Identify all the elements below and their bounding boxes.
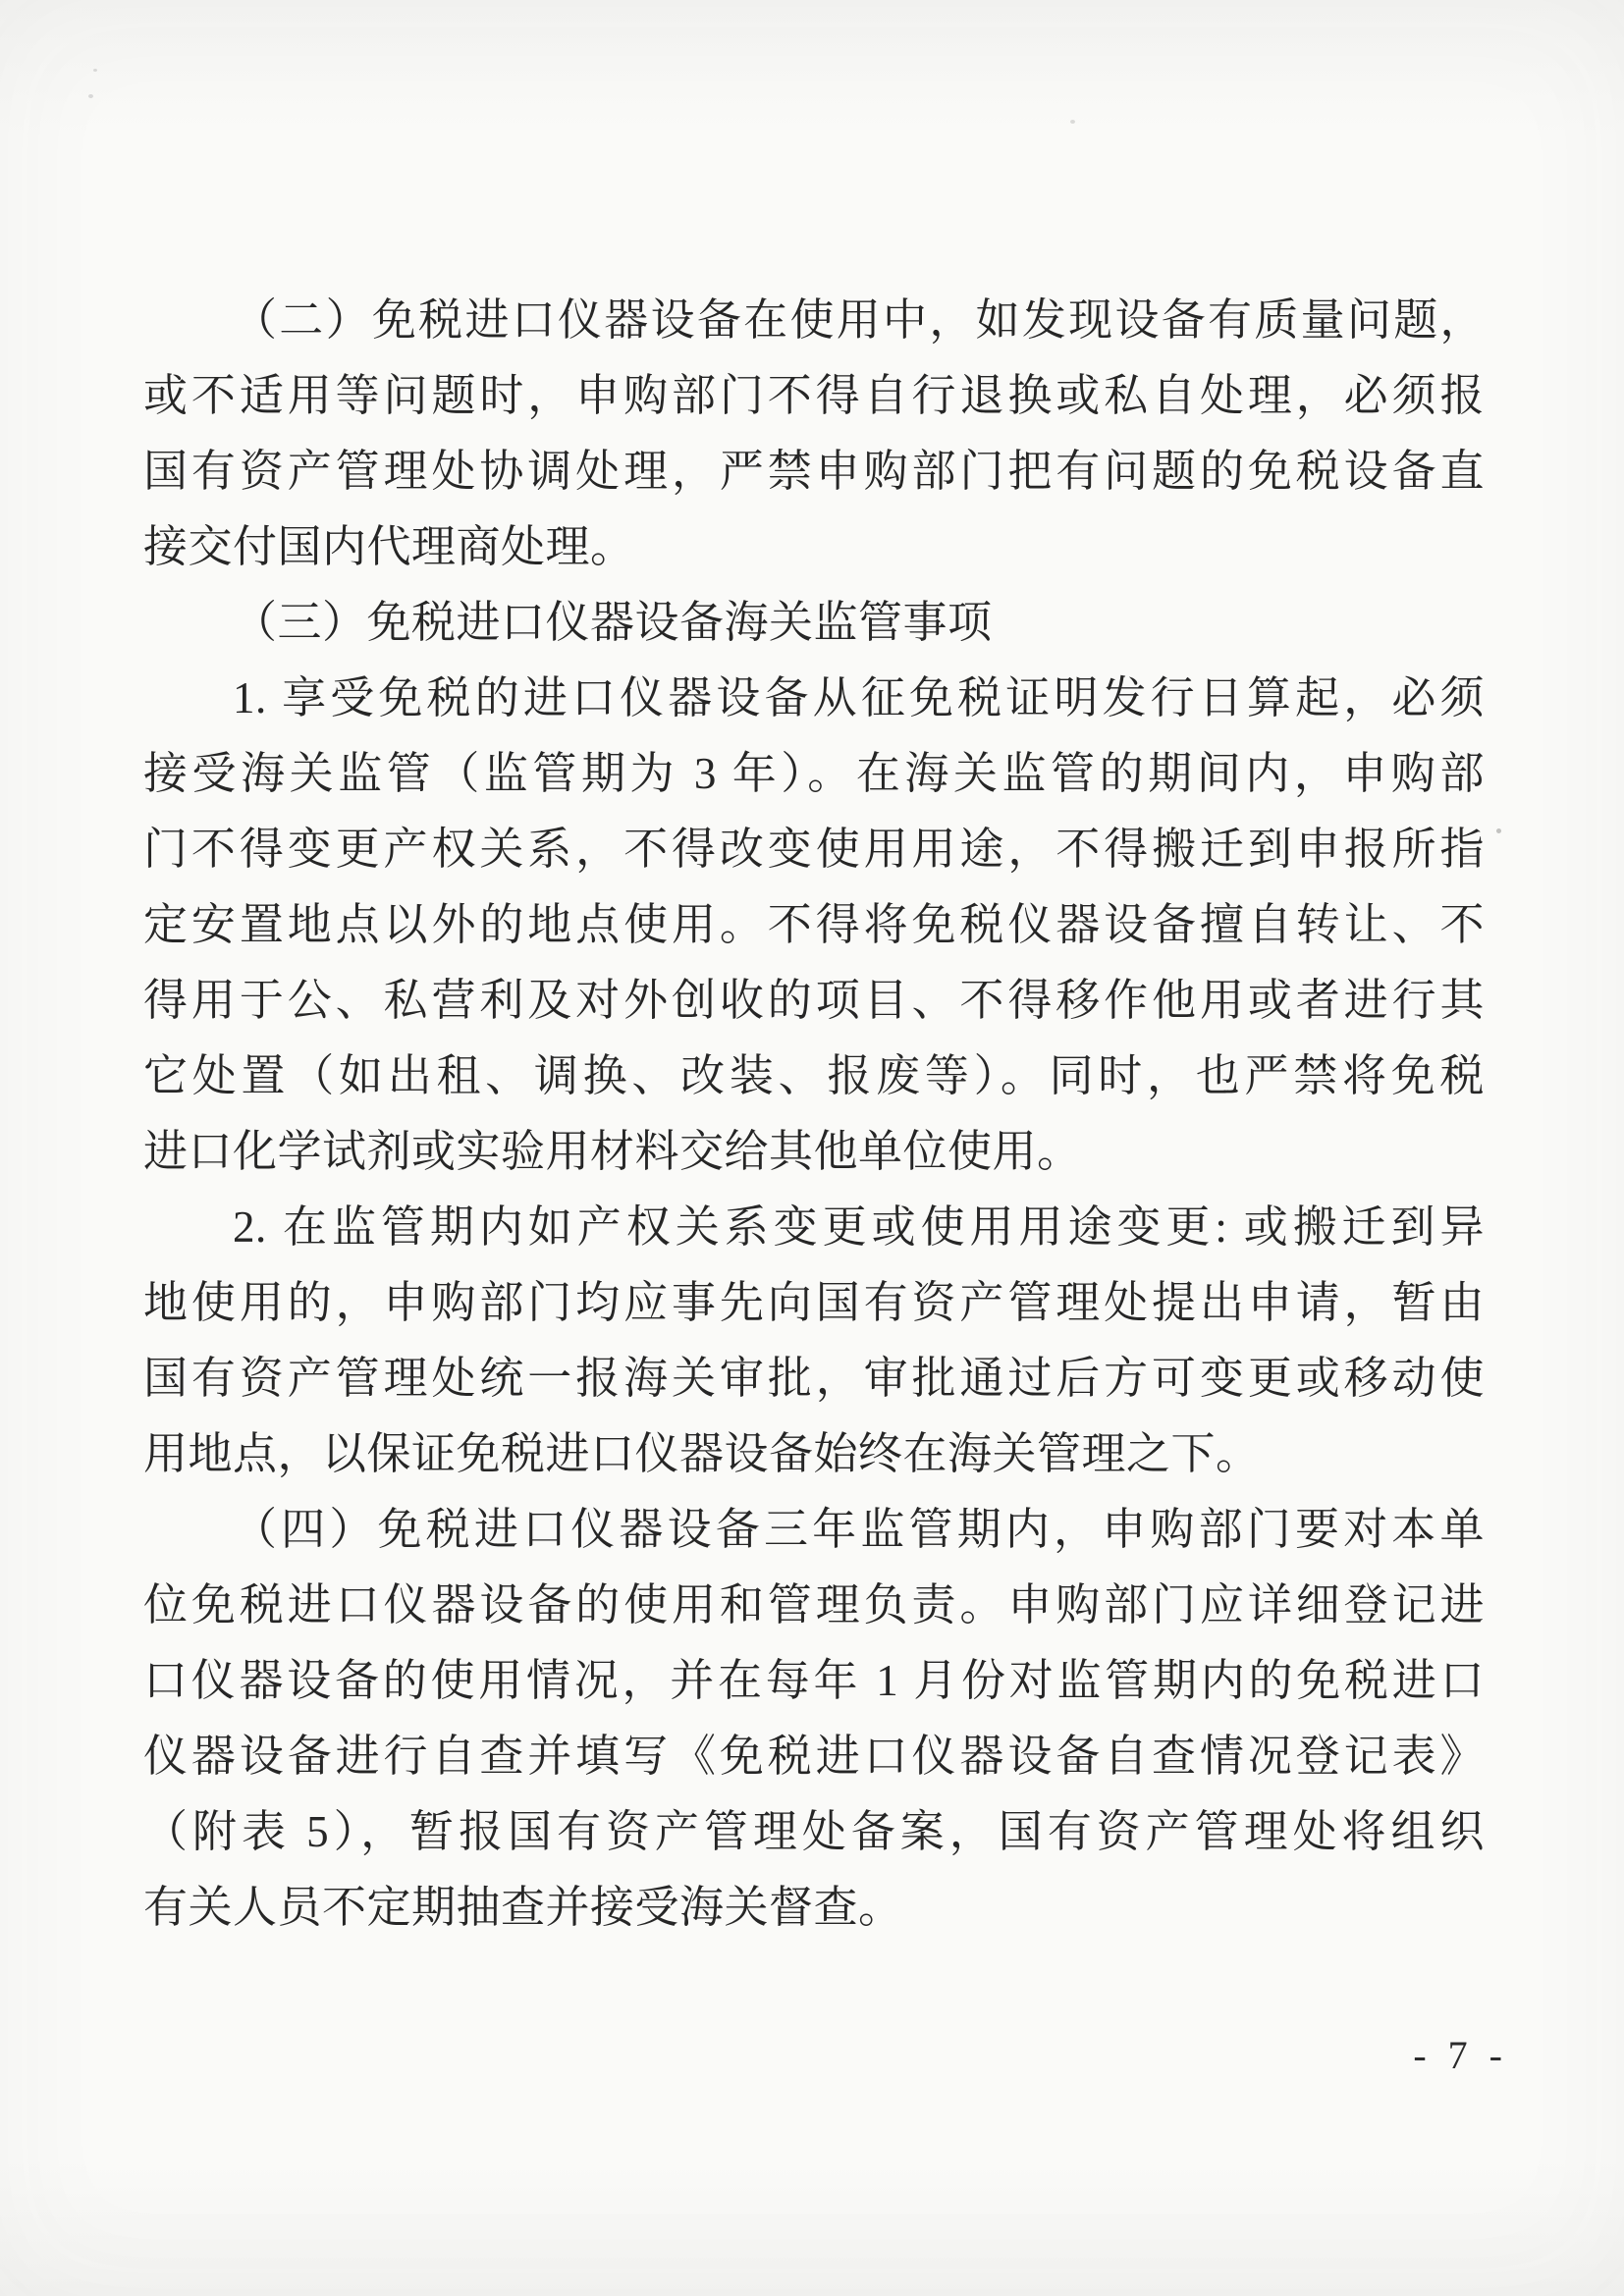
text-line: 2. 在监管期内如产权关系变更或使用用途变更: 或搬迁到异 <box>233 1202 1485 1252</box>
text-line: （四）免税进口仪器设备三年监管期内，申购部门要对本单 <box>233 1505 1485 1554</box>
paragraph-section-4 <box>143 1492 1485 1946</box>
paragraph-item-1 <box>143 661 1485 1190</box>
scan-speck <box>88 94 93 98</box>
text-line: 或不适用等问题时，申购部门不得自行退换或私自处理，必须报 <box>143 371 1485 420</box>
text-line: （二）免税进口仪器设备在使用中，如发现设备有质量问题， <box>233 295 1485 345</box>
text-line: 接交付国内代理商处理。 <box>143 522 635 571</box>
section-heading: （三）免税进口仪器设备海关监管事项 <box>233 598 993 647</box>
scan-speck <box>1496 828 1501 833</box>
text-line: （附表 5），暂报国有资产管理处备案，国有资产管理处将组织 <box>143 1807 1485 1856</box>
scan-speck <box>93 69 97 72</box>
text-line: 门不得变更产权关系，不得改变使用用途，不得搬迁到申报所指 <box>143 825 1485 874</box>
scan-speck <box>1070 120 1075 124</box>
paragraph-section-2 <box>143 283 1485 585</box>
text-line: 它处置（如出租、调换、改装、报废等）。同时，也严禁将免税 <box>143 1051 1485 1100</box>
document-body <box>143 283 1485 1946</box>
text-line: 国有资产管理处统一报海关审批，审批通过后方可变更或移动使 <box>143 1354 1485 1403</box>
text-line: 1. 享受免税的进口仪器设备从征免税证明发行日算起，必须 <box>233 673 1485 722</box>
text-line: 位免税进口仪器设备的使用和管理负责。申购部门应详细登记进 <box>143 1580 1485 1629</box>
text-line: 地使用的，申购部门均应事先向国有资产管理处提出申请，暂由 <box>143 1278 1485 1327</box>
text-line: 国有资产管理处协调处理，严禁申购部门把有问题的免税设备直 <box>143 447 1485 496</box>
heading-section-3 <box>143 585 1485 661</box>
text-line: 进口化学试剂或实验用材料交给其他单位使用。 <box>143 1127 1082 1176</box>
text-line: 接受海关监管（监管期为 3 年）。在海关监管的期间内，申购部 <box>143 749 1485 798</box>
paragraph-item-2 <box>143 1190 1485 1492</box>
text-line: 仪器设备进行自查并填写《免税进口仪器设备自查情况登记表》 <box>143 1732 1485 1781</box>
text-line: 用地点，以保证免税进口仪器设备始终在海关管理之下。 <box>143 1429 1261 1478</box>
text-line: 口仪器设备的使用情况，并在每年 1 月份对监管期内的免税进口 <box>143 1656 1485 1705</box>
text-line: 有关人员不定期抽查并接受海关督查。 <box>143 1883 903 1932</box>
text-line: 定安置地点以外的地点使用。不得将免税仪器设备擅自转让、不 <box>143 900 1485 949</box>
page-number: - 7 - <box>1413 2033 1508 2077</box>
text-line: 得用于公、私营利及对外创收的项目、不得移作他用或者进行其 <box>143 976 1485 1025</box>
